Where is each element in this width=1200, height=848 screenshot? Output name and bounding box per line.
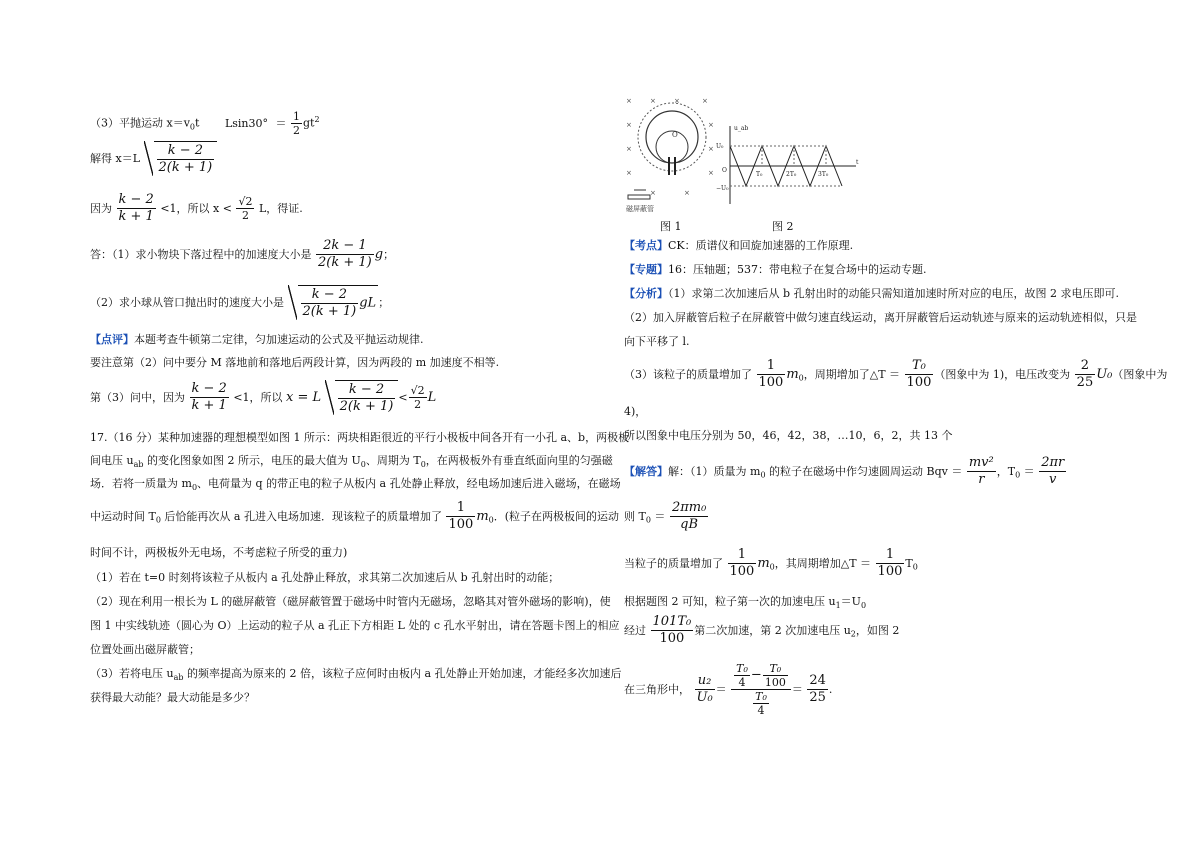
problem17-line3: 场．若将一质量为 $m_0$、电荷量为 q 的带正电的粒子从板内 a 孔处静止释放，经电场加速后进入磁场，在磁场 xyxy=(90,477,621,493)
fenxi-line5: 4)， xyxy=(624,405,647,418)
zhuanti-line: 【专题】16：压轴题；537：带电粒子在复合场中的运动专题. xyxy=(624,263,927,276)
line-pingpao: （3）平抛运动 $x=v_0t$ Lsin30° ＝ $\frac{1}{2}$ $gt^2$ xyxy=(90,110,320,137)
svg-text:×: × xyxy=(626,169,632,177)
problem17-line4: 中运动时间 $T_0$ 后恰能再次从 a 孔进入电场加速．现该粒子的质量增加了 $\frac{1}{100}$ $m_0$．(粒子在两极板间的运动 xyxy=(90,500,620,532)
problem17-line7: （2）现在利用一根长为 L 的磁屏蔽管（磁屏蔽管置于磁场中时管内无磁场，忽略其对管外磁场的影响)，使 xyxy=(90,595,611,608)
figure-1-caption: 图 1 xyxy=(660,220,682,233)
fig2-T0: T₀ xyxy=(756,171,763,178)
fig2-negU0: −U₀ xyxy=(716,185,729,192)
half-fraction: $\frac{1}{2}$ xyxy=(293,110,300,137)
fenxi-line6: 所以图象中电压分别为 50，46，42，38，…10，6，2，共 13 个 xyxy=(624,429,953,442)
figure-2 xyxy=(716,122,862,212)
svg-text:×: × xyxy=(626,97,632,105)
triangle-big-fraction: $\frac{\text{T₀}}{4}$ − $\frac{\text{T₀}}{100}$ $\frac{\text{T₀}}{4}$ xyxy=(731,662,791,717)
svg-text:×: × xyxy=(702,97,708,105)
svg-text:×: × xyxy=(626,121,632,129)
question3-line: 第（3）问中，因为 $\frac{k - 2}{k + 1}$ <1，所以 x = L $\frac{k - 2}{2(k + 1)}$ < $\frac{√2}{2}$ L xyxy=(90,381,437,414)
sqrt-expression: $\frac{k - 2}{2(k + 1)}$ xyxy=(144,141,218,176)
fenxi-line4: （3）该粒子的质量增加了 $\frac{1}{100}$ $m_0$，周期增加了△T ＝ $\frac{\text{T₀}}{100}$ （图象中为 1)，电压改变为 $\frac{2}{25}$ U₀（图象中为 xyxy=(624,358,1168,390)
problem17-line6: （1）若在 t=0 时刻将该粒子从板内 a 孔处静止释放，求其第二次加速后从 b 孔射出时的动能； xyxy=(90,571,560,584)
svg-text:×: × xyxy=(650,189,656,197)
fig2-2T0: 2T₀ xyxy=(786,171,797,178)
problem17-line10: （3）若将电压 $u_{ab}$ 的频率提高为原来的 2 倍，该粒子应何时由板内 a 孔处静止开始加速，才能经多次加速后 xyxy=(90,667,622,683)
problem17-line5: 时间不计，两极板外无电场，不考虑粒子所受的重力) xyxy=(90,546,348,559)
jieda-line: 【解答】解：（1）质量为 $m_0$ 的粒子在磁场中作匀速圆周运动 Bqv ＝ $\frac{\text{mv²}}{r}$ ，$T_0$ ＝ $\frac{2\pi r}{v}$ xyxy=(624,455,1065,487)
figure-1 xyxy=(624,95,716,215)
svg-text:×: × xyxy=(684,189,690,197)
fenxi-line2: （2）加入屏蔽管后粒子在屏蔽管中做匀速直线运动，离开屏蔽管后运动轨迹与原来的运动轨迹相似，只是 xyxy=(624,311,1137,324)
comment-line: 【点评】本题考查牛顿第二定律，匀加速运动的公式及平抛运动规律. xyxy=(90,333,424,346)
fig2-axis-t: t xyxy=(856,159,859,166)
problem17-line1: 17.（16 分）某种加速器的理想模型如图 1 所示：两块相距很近的平行小极板中间各开有一小孔 a、b，两极板 xyxy=(90,431,630,444)
problem17-line2: 间电压 $u_{ab}$ 的变化图象如图 2 所示，电压的最大值为 $U_0$、周期为 $T_0$，在两极板外有垂直纸面向里的匀强磁 xyxy=(90,454,613,470)
problem17-line9: 位置处画出磁屏蔽管； xyxy=(90,643,200,656)
kaodian-line: 【考点】CK：质谱仪和回旋加速器的工作原理. xyxy=(624,239,854,252)
fig1-shield-label: 磁屏蔽管 xyxy=(626,205,654,213)
svg-text:×: × xyxy=(708,121,714,129)
fig2-origin: O xyxy=(722,167,727,174)
fig2-3T0: 3T₀ xyxy=(818,171,829,178)
fenxi-line: 【分析】（1）求第二次加速后从 b 孔射出时的动能只需知道加速时所对应的电压，故图 2 求电压即可. xyxy=(624,287,1120,300)
answer-2: （2）求小球从管口抛出时的速度大小是 $\frac{k - 2}{2(k + 1)}$ gL ； xyxy=(90,287,390,319)
svg-text:×: × xyxy=(626,145,632,153)
svg-text:×: × xyxy=(708,145,714,153)
line-because: 因为 $\frac{k - 2}{k + 1}$ <1，所以 x < $\frac{√2}{2}$ L，得证. xyxy=(90,192,303,224)
mass-increase-line: 当粒子的质量增加了 $\frac{1}{100}$ $m_0$，其周期增加△T ＝ $\frac{1}{100}$ $T_0$ xyxy=(624,547,918,579)
figure-2-caption: 图 2 xyxy=(772,220,794,233)
note-line: 要注意第（2）问中要分 M 落地前和落地后两段计算，因为两段的 m 加速度不相等. xyxy=(90,356,500,369)
first-voltage-line: 根据题图 2 可知，粒子第一次的加速电压 $u_1=U_0$ xyxy=(624,595,867,611)
svg-text:×: × xyxy=(708,169,714,177)
problem17-line8: 图 1 中实线轨迹（圆心为 O）上运动的粒子从 a 孔正下方相距 L 处的 c 孔水平射出，请在答题卡图上的相应 xyxy=(90,619,620,632)
then-T0-line: 则 $T_0$ ＝ $\frac{\text{2πm₀}}{qB}$ xyxy=(624,500,707,532)
svg-text:×: × xyxy=(650,97,656,105)
fenxi-line3: 向下平移了 l. xyxy=(624,335,690,348)
svg-text:O: O xyxy=(672,131,678,139)
svg-text:×: × xyxy=(674,97,680,105)
fig2-U0: U₀ xyxy=(716,143,724,150)
triangle-line: 在三角形中， $\frac{\text{u₂}}{\text{U₀}}$ ＝ $\frac{\text{T₀}}{4}$ − $\frac{\text{T₀}}{100}$ $\frac{\text{T₀}}{4}$ ＝ $\frac{24}{25}$ . xyxy=(624,662,833,717)
fig2-axis-u: u_ab xyxy=(734,125,749,132)
line-solve-x: 解得 x＝L $\frac{k - 2}{2(k + 1)}$ xyxy=(90,141,217,176)
problem17-line11: 获得最大动能？最大动能是多少？ xyxy=(90,691,255,704)
after-line: 经过 $\frac{\text{101T₀}}{100}$ 第二次加速，第 2 次加速电压 $u_2$，如图 2 xyxy=(624,614,900,646)
answer-1: 答：（1）求小物块下落过程中的加速度大小是 $\frac{2k - 1}{2(k + 1)}$ g； xyxy=(90,238,395,270)
